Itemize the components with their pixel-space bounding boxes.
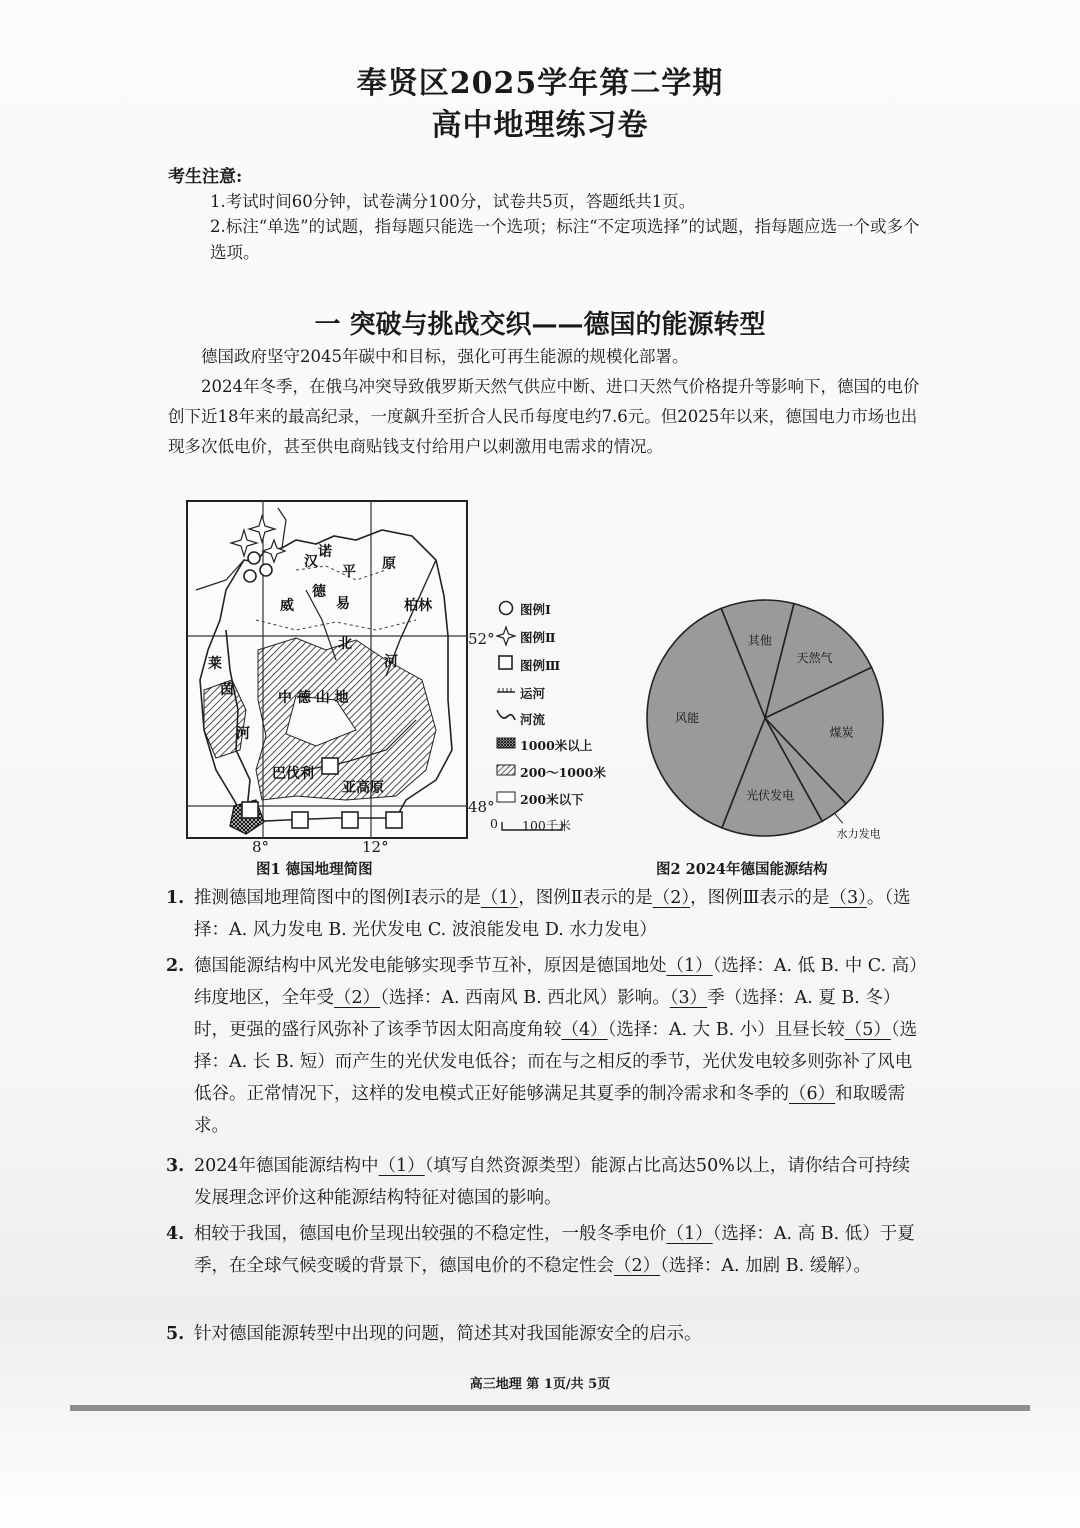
pie-leader-line <box>835 813 843 823</box>
map-caption: 图1 德国地理简图 <box>256 861 373 878</box>
legend-label: 运河 <box>520 686 546 701</box>
answer-blank[interactable]: （5） <box>844 1020 891 1040</box>
question-5: 5. 针对德国能源转型中出现的问题，简述其对我国能源安全的启示。 <box>166 1324 702 1344</box>
question-text: （选择：A. 高 B. 低）于夏季，在全球气候变暖的背景下，德国电价的不稳定性会 <box>194 1224 915 1276</box>
legend-i-marker <box>244 570 256 582</box>
answer-blank[interactable]: （2） <box>334 988 381 1008</box>
question-text: （选择：A. 加剧 B. 缓解）。 <box>660 1256 871 1276</box>
germany-map <box>186 500 468 840</box>
blank-box-icon <box>497 792 515 802</box>
energy-pie-chart <box>630 596 900 846</box>
legend-iii-marker <box>386 812 402 828</box>
legend-label: 图例Ⅰ <box>520 602 551 617</box>
question-text: （选择：A. 西南风 B. 西北风）影响。 <box>380 988 670 1008</box>
section-paragraph-2: 2024年冬季，在俄乌冲突导致俄罗斯天然气供应中断、进口天然气价格提升等影响下，德国的电价创下近18年来的最高纪录，一度飙升至折合人民币每度电约7.6元。但2025年以来，德国电力市场也出现多次低电价，甚至供电商贴钱支付给用户以刺激用电需求的情况。 <box>168 377 920 456</box>
pie-slice-label: 其他 <box>747 633 772 648</box>
question-1: 1. 推测德国地理简图中的图例Ⅰ表示的是（1），图例Ⅱ表示的是（2），图例Ⅲ表示的是（3）。（选择：A. 风力发电 B. 光伏发电 C. 波浪能发电 D. 水力发电） <box>166 888 911 940</box>
cross-hatch-icon <box>497 738 515 748</box>
scale-label: 100千米 <box>522 818 571 833</box>
legend-i-marker <box>260 564 272 576</box>
map-label: 河 <box>384 654 398 670</box>
map-label: 平 <box>342 564 356 580</box>
question-text: 。（选择：A. 风力发电 B. 光伏发电 C. 波浪能发电 D. 水力发电） <box>194 888 911 940</box>
question-4: 4. 相较于我国，德国电价呈现出较强的不稳定性，一般冬季电价（1）（选择：A. 高 B. 低）于夏季，在全球气候变暖的背景下，德国电价的不稳定性会（2）（选择：A. 加剧 B. 缓解）。 <box>166 1224 915 1276</box>
question-text: （填写自然资源类型）能源占比高达50%以上，请你结合可持续发展理念评价这种能源结构特征对德国的影响。 <box>194 1156 910 1208</box>
lat-48-label: 48° <box>468 798 495 816</box>
question-2: 2. 德国能源结构中风光发电能够实现季节互补，原因是德国地处（1）（选择：A. 低 B. 中 C. 高）纬度地区，全年受（2）（选择：A. 西南风 B. 西北风）影响。（3）季（选择：A. 夏 B. 冬）时，更强的盛行风弥补了该季节因太阳高度角较（4）（选择：A. 大 B. 小）且昼长较（5）（选择：A. 长 B. 短）而产生的光伏发电低谷；而在与之相反的季节，光伏发电较多则弥补了风电低谷。正常情况下，这样的发电模式正好能够满足其夏季的制冷需求和冬季的（6）和取暖需求。 <box>166 956 918 1136</box>
question-text: 推测德国地理简图中的图例Ⅰ表示的是 <box>194 888 481 908</box>
lon-12-label: 12° <box>362 838 389 856</box>
question-text: （选择：A. 大 B. 小）且昼长较 <box>607 1020 845 1040</box>
page-footer: 高三地理 第 1页/共 5页 <box>469 1377 611 1392</box>
legend-label: 河流 <box>520 712 546 727</box>
canal-icon <box>497 688 515 692</box>
legend-label: 1000米以上 <box>520 738 593 753</box>
map-label: 河 <box>236 726 250 742</box>
pie-slice-label: 水力发电 <box>836 827 881 841</box>
answer-blank[interactable]: （1） <box>666 956 713 976</box>
map-label: 亚高原 <box>342 780 384 796</box>
question-text: 相较于我国，德国电价呈现出较强的不稳定性，一般冬季电价 <box>194 1224 667 1244</box>
map-legend-icons <box>496 598 516 810</box>
map-label: 巴伐利 <box>272 766 314 782</box>
answer-blank[interactable]: （1） <box>666 1224 713 1244</box>
map-label: 易 <box>336 596 350 612</box>
lon-8-label: 8° <box>252 838 270 856</box>
answer-blank[interactable]: （6） <box>789 1084 836 1104</box>
question-text: 和取暖需求。 <box>194 1084 906 1136</box>
question-text: ，图例Ⅱ表示的是 <box>518 888 653 908</box>
answer-blank[interactable]: （1） <box>378 1156 425 1176</box>
legend-label: 图例Ⅱ <box>520 630 556 645</box>
question-text: （选择：A. 长 B. 短）而产生的光伏发电低谷；而在与之相反的季节，光伏发电较多则弥补了风电低谷。正常情况下，这样的发电模式正好能够满足其夏季的制冷需求和冬季的 <box>194 1020 918 1104</box>
legend-iii-marker <box>242 802 258 818</box>
river-icon <box>497 710 515 720</box>
answer-blank[interactable]: （4） <box>561 1020 608 1040</box>
legend-iii-marker <box>342 812 358 828</box>
map-label: 德 <box>312 584 326 600</box>
answer-blank[interactable]: （3） <box>669 988 708 1008</box>
star-icon <box>497 627 515 645</box>
notice-item-2: 2.标注“单选”的试题，指每题只能选一个选项；标注“不定项选择”的试题，指每题应选一个或多个选项。 <box>210 217 920 262</box>
legend-label: 200米以下 <box>520 792 584 807</box>
lat-52-label: 52° <box>468 630 495 648</box>
page-subtitle: 高中地理练习卷 <box>431 108 649 143</box>
legend-iii-marker <box>322 758 338 774</box>
pie-slice-label: 风能 <box>675 711 700 726</box>
circle-icon <box>500 602 513 615</box>
legend-label: 图例Ⅲ <box>520 658 561 673</box>
map-label: 柏林 <box>404 598 432 614</box>
question-text: ，图例Ⅲ表示的是 <box>690 888 830 908</box>
diagonal-hatch-icon <box>497 765 515 775</box>
map-label: 汉 <box>304 554 318 570</box>
map-label: 中 德 山 地 <box>278 690 349 706</box>
page-title: 奉贤区2025学年第二学期 <box>356 66 724 101</box>
legend-label: 200～1000米 <box>520 765 606 780</box>
legend-i-marker <box>248 552 260 564</box>
question-3: 3. 2024年德国能源结构中（1）（填写自然资源类型）能源占比高达50%以上，请你结合可持续发展理念评价这种能源结构特征对德国的影响。 <box>166 1156 910 1208</box>
notice-item-1: 1.考试时间60分钟，试卷满分100分，试卷共5页，答题纸共1页。 <box>210 192 696 211</box>
pie-slice-label: 天然气 <box>796 650 833 665</box>
map-label: 原 <box>382 556 396 572</box>
section-paragraph-1: 德国政府坚守2045年碳中和目标，强化可再生能源的规模化部署。 <box>201 347 689 366</box>
legend-iii-marker <box>292 812 308 828</box>
question-text: 2024年德国能源结构中 <box>194 1156 379 1176</box>
answer-blank[interactable]: （3） <box>829 888 867 908</box>
question-text: 季（选择：A. 夏 B. 冬）时，更强的盛行风弥补了该季节因太阳高度角较 <box>194 988 901 1040</box>
pie-slice-label: 光伏发电 <box>746 788 795 803</box>
square-icon <box>499 656 512 669</box>
page-edge-shadow <box>70 1405 1030 1411</box>
question-text: 针对德国能源转型中出现的问题，简述其对我国能源安全的启示。 <box>194 1324 702 1344</box>
answer-blank[interactable]: （1） <box>480 888 519 908</box>
map-label: 北 <box>338 636 352 652</box>
pie-slice-label: 煤炭 <box>829 725 854 740</box>
pie-caption: 图2 2024年德国能源结构 <box>656 861 828 878</box>
answer-blank[interactable]: （2） <box>652 888 691 908</box>
answer-blank[interactable]: （2） <box>614 1256 661 1276</box>
scale-zero: 0 <box>490 816 498 831</box>
map-label: 莱 <box>208 656 222 672</box>
section-title: 一 突破与挑战交织——德国的能源转型 <box>314 310 766 340</box>
map-label: 诺 <box>318 544 332 560</box>
question-text: （选择：A. 低 B. 中 C. 高）纬度地区，全年受 <box>194 956 918 1008</box>
map-label: 威 <box>280 598 294 614</box>
question-text: 德国能源结构中风光发电能够实现季节互补，原因是德国地处 <box>194 956 667 976</box>
map-label: 茵 <box>220 682 234 698</box>
notice-heading: 考生注意: <box>168 167 243 187</box>
